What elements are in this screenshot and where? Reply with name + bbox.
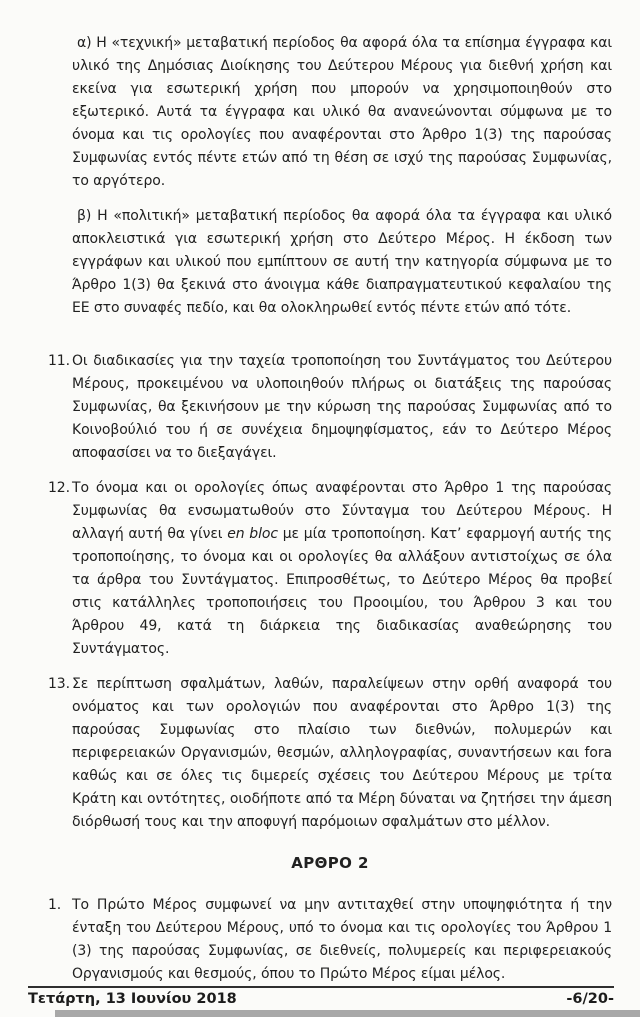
paragraph-alpha-technical-period: α) Η «τεχνική» μεταβατική περίοδος θα αφορά όλα τα επίσημα έγγραφα και υλικό της Δημόσιας Διοίκησης του Δεύτερου Μέρους για διεθνή χρήση και εκείνα για εσωτερική χρήση που μπορούν να χρησιμοποιηθούν στο εξωτερικό. Αυτά τα έγγραφα και υλικό θα ανανεώνονται σύμφωνα με το όνομα και τις ορολογίες που αναφέρονται στο Άρθρο 1(3) της παρούσας Συμφωνίας εντός πέντε ετών από τη θέση σε ισχύ της παρούσας Συμφωνίας, το αργότερο.	[72, 35, 612, 189]
transitional-period-paragraphs	[0, 32, 640, 320]
clause-13-number: 13.	[48, 676, 70, 692]
clause-11-text: Οι διαδικασίες για την ταχεία τροποποίηση του Συντάγματος του Δεύτερου Μέρους, προκειμένου να υλοποιηθούν πλήρως οι διατάξεις της παρούσας Συμφωνίας, θα ξεκινήσουν με την κύρωση της παρούσας Συμφωνίας από το Κοινοβούλιό του ή σε συνέχεια δημοψηφίσματος, εάν το Δεύτερο Μέρος αποφασίσει να το διεξαγάγει.	[72, 353, 612, 461]
numbered-clauses	[0, 350, 640, 834]
article-2-heading: ΑΡΘΡΟ 2	[291, 854, 369, 872]
clause-13	[48, 673, 612, 834]
paragraph-beta-political-period: β) Η «πολιτική» μεταβατική περίοδος θα αφορά όλα τα έγγραφα και υλικό αποκλειστικά για εσωτερική χρήση στο Δεύτερο Μέρος. Η έκδοση των εγγράφων και υλικού που εμπίπτουν σε αυτή την κατηγορία σύμφωνα με το Άρθρο 1(3) θα ξεκινά στο άνοιγμα κάθε διαπραγματευτικού κεφαλαίου της ΕΕ στο συναφές πεδίο, και θα ολοκληρωθεί εντός πέντε ετών από τότε.	[72, 208, 612, 316]
article-2-clauses	[0, 894, 640, 986]
footer-page-number: -6/20-	[566, 991, 614, 1007]
clause-11-number: 11.	[48, 353, 70, 369]
article-2-clause-1-number: 1.	[48, 897, 62, 913]
scan-shadow-strip	[55, 1010, 640, 1017]
article-2-clause-1	[48, 894, 612, 986]
article-2-clause-1-text: Το Πρώτο Μέρος συμφωνεί να μην αντιταχθεί στην υποψηφιότητα ή την ένταξη του Δεύτερου Μέρους, υπό το όνομα και τις ορολογίες του Άρθρου 1 (3) της παρούσας Συμφωνίας, σε διεθνείς, πολυμερείς και περιφερειακούς Οργανισμούς και θεσμούς, όπου το Πρώτο Μέρος είμαι μέλος.	[72, 897, 612, 982]
clause-12	[48, 477, 612, 661]
footer-date: Τετάρτη, 13 Ιουνίου 2018	[28, 991, 237, 1007]
clause-12-text: Το όνομα και οι ορολογίες όπως αναφέρονται στο Άρθρο 1 της παρούσας Συμφωνίας θα ενσωματωθούν στο Σύνταγμα του Δεύτερου Μέρους. Η αλλαγή αυτή θα γίνει en bloc με μία τροποποίηση. Κατ’ εφαρμογή αυτής της τροποποίησης, το όνομα και οι ορολογίες θα αλλάξουν αντιστοίχως σε όλα τα άρθρα του Συντάγματος. Επιπροσθέτως, το Δεύτερο Μέρος θα προβεί στις κατάλληλες τροποποιήσεις του Προοιμίου, του Άρθρου 3 και του Άρθρου 49, κατά τη διάρκεια της διαδικασίας αναθεώρησης του Συντάγματος.	[72, 480, 612, 657]
page-footer	[28, 986, 614, 1007]
clause-11	[48, 350, 612, 465]
clause-12-number: 12.	[48, 480, 70, 496]
clause-13-text: Σε περίπτωση σφαλμάτων, λαθών, παραλείψεων στην ορθή αναφορά του ονόματος και των ορολογιών που αναφέρονται στο Άρθρο 1(3) της παρούσας Συμφωνίας στο πλαίσιο των διεθνών, πολυμερών και περιφερειακών Οργανισμών, θεσμών, αλληλογραφίας, συναντήσεων και fora καθώς και σε όλες τις διμερείς σχέσεις του Δεύτερου Μέρους με τρίτα Κράτη και οντότητες, οιοδήποτε από τα Μέρη δύναται να ζητήσει την άμεση διόρθωσή τους και την αποφυγή παρόμοιων σφαλμάτων στο μέλλον.	[72, 676, 612, 830]
